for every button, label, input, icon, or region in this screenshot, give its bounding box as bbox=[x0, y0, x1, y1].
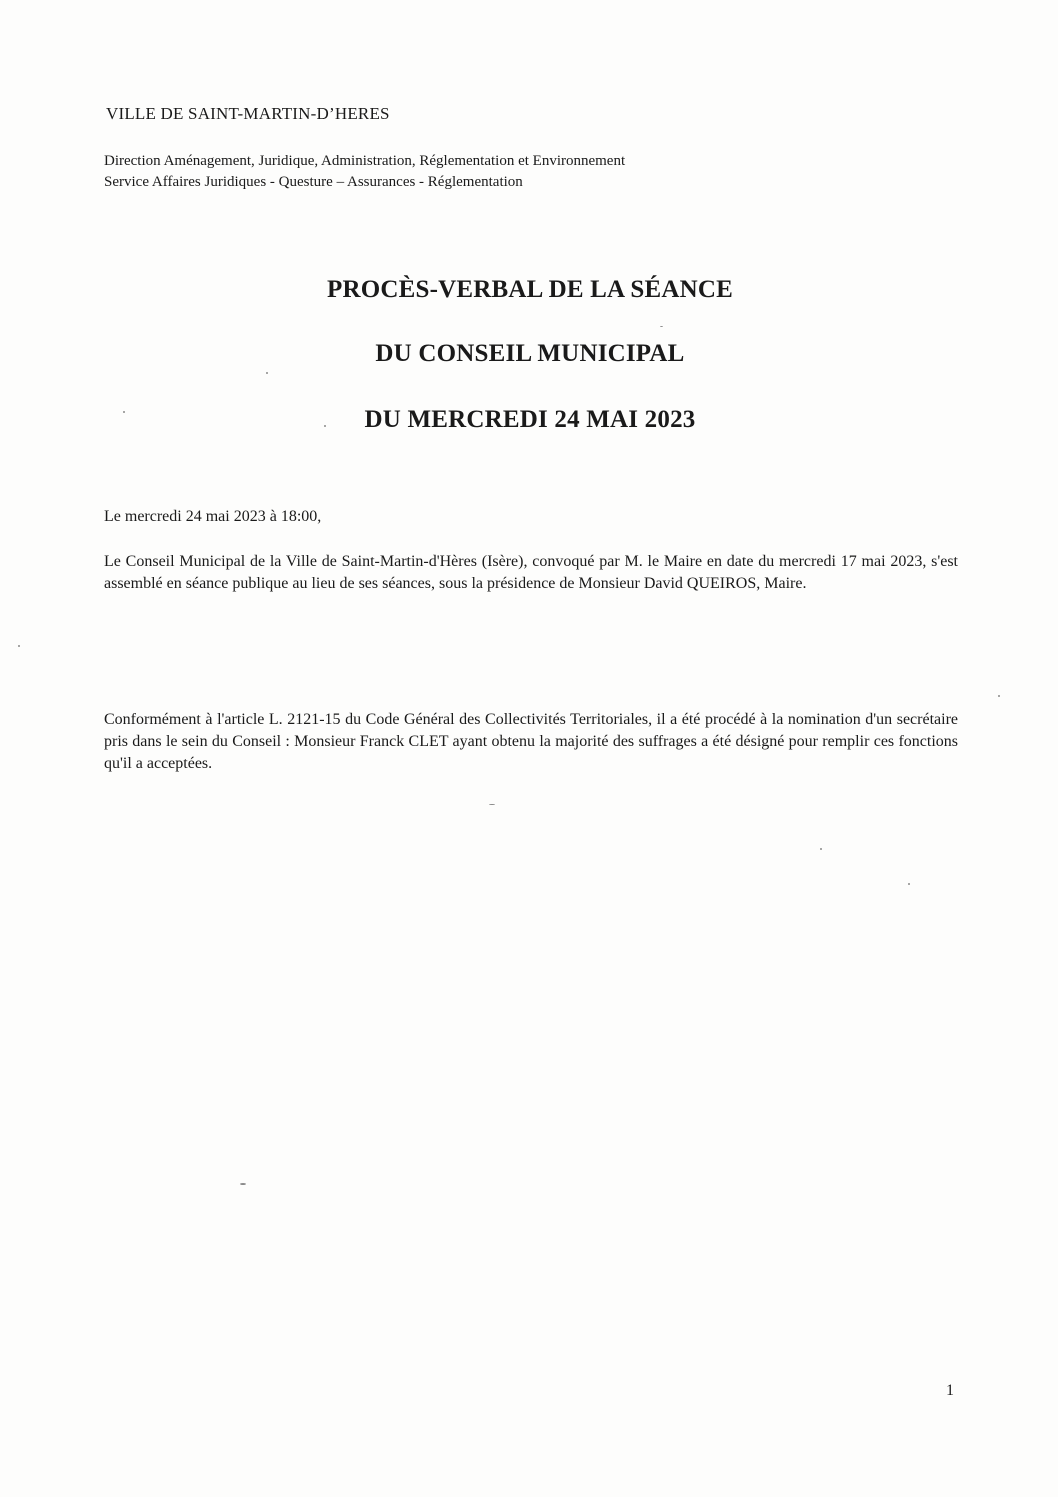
scan-speck bbox=[489, 804, 495, 805]
scan-speck bbox=[123, 411, 125, 413]
scan-speck bbox=[908, 883, 910, 885]
page-number: 1 bbox=[946, 1382, 954, 1399]
scan-speck bbox=[18, 645, 20, 647]
scan-speck bbox=[998, 695, 1000, 697]
convocation-paragraph: Le Conseil Municipal de la Ville de Saint-Martin-d'Hères (Isère), convoqué par M. le Maire en date du mercredi 17 mai 2023, s'est assemblé en séance publique au lieu de ses séances, sous la présidence de Monsieur David QUEIROS, Maire. bbox=[104, 553, 958, 592]
document-title-line-3: DU MERCREDI 24 MAI 2023 bbox=[364, 406, 696, 433]
department-line: Direction Aménagement, Juridique, Administration, Réglementation et Environnement bbox=[104, 153, 626, 169]
organization-name: VILLE DE SAINT-MARTIN-D’HERES bbox=[106, 104, 390, 123]
scan-speck bbox=[324, 425, 326, 427]
service-line: Service Affaires Juridiques - Questure – Assurances - Réglementation bbox=[104, 174, 523, 190]
scan-speck bbox=[266, 372, 268, 374]
document-title-line-1: PROCÈS-VERBAL DE LA SÉANCE bbox=[327, 276, 733, 303]
scan-speck bbox=[240, 1183, 246, 1185]
document-title-line-2: DU CONSEIL MUNICIPAL bbox=[375, 340, 685, 367]
secretary-paragraph: Conformément à l'article L. 2121-15 du Code Général des Collectivités Territoriales, il a été procédé à la nomination d'un secrétaire pris dans le sein du Conseil : Monsieur Franck CLET ayant obtenu la majorité des suffrages a été désigné pour remplir ces fonctions qu'il a acceptées. bbox=[104, 711, 958, 772]
opening-line: Le mercredi 24 mai 2023 à 18:00, bbox=[104, 508, 322, 525]
department-header bbox=[104, 151, 625, 193]
scan-speck bbox=[820, 848, 822, 850]
scan-speck bbox=[660, 326, 663, 327]
